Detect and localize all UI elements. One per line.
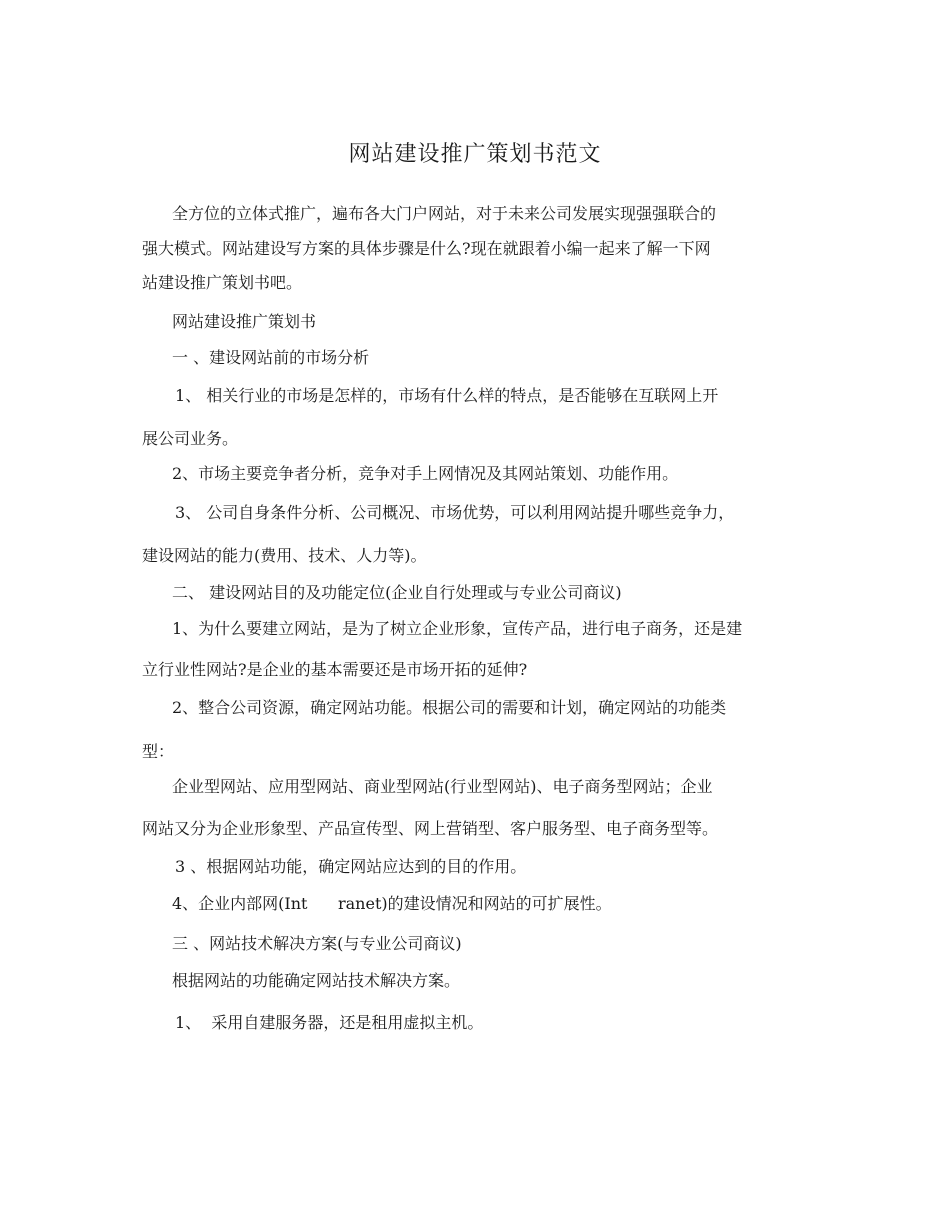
paragraph-line: 企业型网站、应用型网站、商业型网站(行业型网站)、电子商务型网站；企业 <box>172 777 713 796</box>
section-heading: 一 、建设网站前的市场分析 <box>172 348 370 367</box>
paragraph-line: 全方位的立体式推广，遍布各大门户网站，对于未来公司发展实现强强联合的 <box>172 204 717 223</box>
paragraph-line: 型： <box>142 742 175 761</box>
paragraph-line: 1、 相关行业的市场是怎样的，市场有什么样的特点，是否能够在互联网上开 <box>175 386 719 405</box>
paragraph-line: 建设网站的能力(费用、技术、人力等)。 <box>142 546 427 565</box>
section-heading: 三 、网站技术解决方案(与专业公司商议) <box>172 934 462 953</box>
paragraph-line: 展公司业务。 <box>142 429 239 448</box>
section-heading: 网站建设推广策划书 <box>172 312 317 331</box>
paragraph-line: 2、市场主要竞争者分析，竞争对手上网情况及其网站策划、功能作用。 <box>172 464 679 483</box>
paragraph-line: 4、企业内部网(Int ranet)的建设情况和网站的可扩展性。 <box>172 894 612 913</box>
paragraph-line: 1、为什么要建立网站，是为了树立企业形象，宣传产品，进行电子商务，还是建 <box>172 619 743 638</box>
paragraph-line: 1、 采用自建服务器，还是租用虚拟主机。 <box>175 1013 484 1032</box>
paragraph-line: 站建设推广策划书吧。 <box>142 273 303 292</box>
section-heading: 二、 建设网站目的及功能定位(企业自行处理或与专业公司商议) <box>172 583 622 602</box>
document-title: 网站建设推广策划书范文 <box>348 142 602 167</box>
paragraph-line: 2、整合公司资源，确定网站功能。根据公司的需要和计划，确定网站的功能类 <box>172 698 727 717</box>
paragraph-line: 立行业性网站?是企业的基本需要还是市场开拓的延伸? <box>142 660 528 679</box>
paragraph-line: 3、 公司自身条件分析、公司概况、市场优势，可以利用网站提升哪些竞争力， <box>175 503 735 522</box>
paragraph-line: 根据网站的功能确定网站技术解决方案。 <box>172 971 461 990</box>
paragraph-line: 网站又分为企业形象型、产品宣传型、网上营销型、客户服务型、电子商务型等。 <box>142 819 719 838</box>
paragraph-line: 3 、根据网站功能，确定网站应达到的目的作用。 <box>175 857 527 876</box>
paragraph-line: 强大模式。网站建设写方案的具体步骤是什么?现在就跟着小编一起来了解一下网 <box>142 239 711 258</box>
